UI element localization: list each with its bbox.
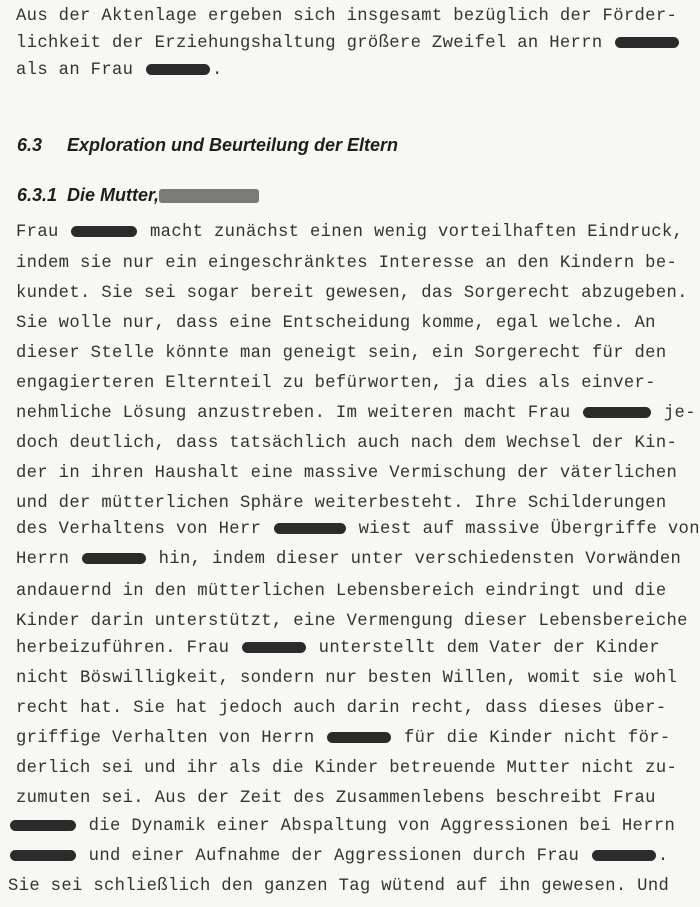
body-line: nicht Böswilligkeit, sondern nur besten Willen, womit sie wohl bbox=[16, 669, 678, 688]
body-line: indem sie nur ein eingeschränktes Interesse an den Kindern be- bbox=[16, 254, 678, 273]
subsection-title: Die Mutter, bbox=[67, 185, 160, 205]
intro-text: lichkeit der Erziehungshaltung größere Zweifel an Herrn bbox=[16, 34, 603, 53]
body-line: und der mütterlichen Sphäre weiterbesteht. Ihre Schilderungen bbox=[16, 494, 667, 513]
body-line: des Verhaltens von Herr wiest auf massive Übergriffe von bbox=[16, 520, 700, 539]
redaction-bar bbox=[146, 64, 210, 75]
body-line: andauernd in den mütterlichen Lebensbereich eindringt und die bbox=[16, 582, 667, 601]
intro-line-2 bbox=[16, 33, 681, 55]
body-line: zumuten sei. Aus der Zeit des Zusammenlebens beschreibt Frau bbox=[16, 789, 656, 808]
redaction-bar bbox=[10, 850, 76, 861]
redaction-bar bbox=[242, 642, 306, 653]
body-line: Sie sei schließlich den ganzen Tag wütend auf ihn gewesen. Und bbox=[8, 877, 670, 896]
intro-text: Aus der Aktenlage ergeben sich insgesamt bezüglich der Förder- bbox=[16, 7, 678, 26]
section-heading bbox=[17, 135, 398, 156]
redaction-bar bbox=[327, 732, 391, 743]
section-title: Exploration und Beurteilung der Eltern bbox=[67, 135, 399, 155]
body-line: recht hat. Sie hat jedoch auch darin recht, dass dieses über- bbox=[16, 699, 667, 718]
redaction-bar bbox=[82, 553, 146, 564]
redaction-bar bbox=[71, 226, 137, 237]
redaction-bar bbox=[159, 189, 259, 203]
body-line: der in ihren Haushalt eine massive Vermischung der väterlichen bbox=[16, 464, 678, 483]
body-line: die Dynamik einer Abspaltung von Aggressionen bei Herrn bbox=[8, 816, 675, 838]
body-line: doch deutlich, dass tatsächlich auch nach dem Wechsel der Kin- bbox=[16, 434, 678, 453]
intro-line-3 bbox=[16, 60, 223, 82]
subsection-number: 6.3.1 bbox=[17, 185, 58, 205]
body-line: Kinder darin unterstützt, eine Vermengung dieser Lebensbereiche bbox=[16, 612, 688, 631]
intro-line-1 bbox=[16, 6, 677, 28]
body-line: Frau macht zunächst einen wenig vorteilhaften Eindruck, bbox=[16, 223, 684, 242]
body-line: herbeizuführen. Frau unterstellt dem Vater der Kinder bbox=[16, 639, 660, 658]
redaction-bar bbox=[10, 820, 76, 831]
redaction-bar bbox=[583, 407, 651, 418]
subsection-heading bbox=[17, 185, 259, 206]
redaction-bar bbox=[274, 523, 346, 534]
redaction-bar bbox=[592, 850, 656, 861]
section-number: 6.3 bbox=[17, 135, 43, 155]
body-line: engagierteren Elternteil zu befürworten, ja dies als einver- bbox=[16, 374, 656, 393]
body-line: griffige Verhalten von Herrn für die Kinder nicht för- bbox=[16, 729, 671, 748]
body-line: nehmliche Lösung anzustreben. Im weiteren macht Frau je- bbox=[16, 404, 696, 423]
body-line: dieser Stelle könnte man geneigt sein, ein Sorgerecht für den bbox=[16, 344, 667, 363]
body-line: kundet. Sie sei sogar bereit gewesen, das Sorgerecht abzugeben. bbox=[16, 284, 688, 303]
redaction-bar bbox=[615, 37, 679, 48]
intro-text: . bbox=[211, 61, 223, 80]
body-line: derlich sei und ihr als die Kinder betreuende Mutter nicht zu- bbox=[16, 759, 678, 778]
body-line: Sie wolle nur, dass eine Entscheidung komme, egal welche. An bbox=[16, 314, 656, 333]
body-line: Herrn hin, indem dieser unter verschiedensten Vorwänden bbox=[16, 550, 682, 569]
intro-text: als an Frau bbox=[16, 61, 134, 80]
body-line: und einer Aufnahme der Aggressionen durch Frau . bbox=[8, 846, 669, 868]
